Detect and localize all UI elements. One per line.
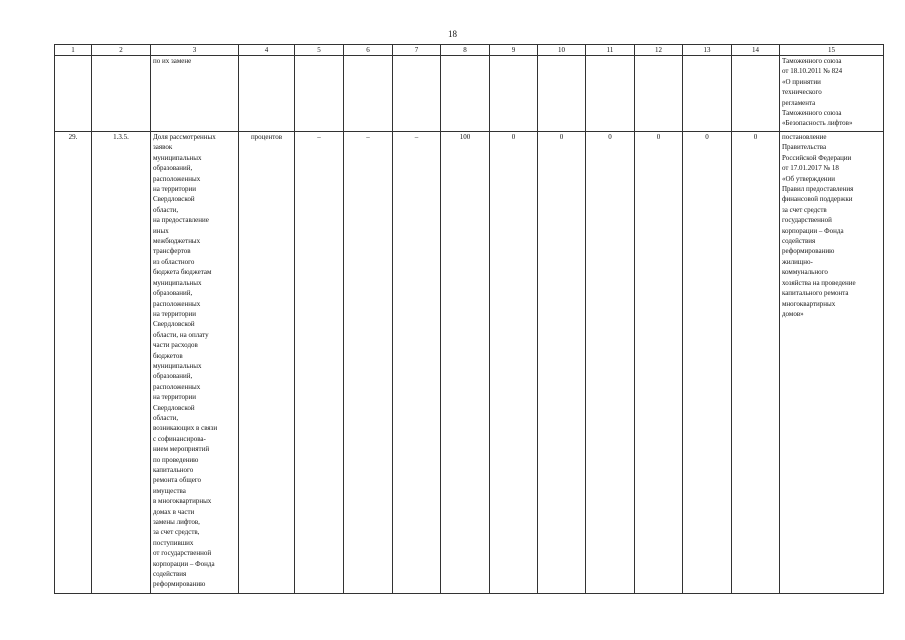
text-line: бюджета бюджетам [153, 268, 212, 277]
text-line: области, на оплату [153, 330, 209, 339]
text-line: многоквартирных [782, 299, 836, 308]
text-line: области, [153, 205, 179, 214]
column-number: 7 [393, 45, 441, 56]
text-line: за счет средств, [153, 528, 200, 537]
text-line: регламента [782, 98, 816, 107]
value-col-14: 0 [732, 132, 780, 594]
column-number: 4 [239, 45, 295, 56]
text-line: на территории [153, 393, 196, 402]
row-number: 29. [55, 132, 92, 594]
text-line: имущества [153, 486, 186, 495]
value-col-5: – [295, 132, 344, 594]
column-number: 3 [151, 45, 239, 56]
table-row-29 [55, 132, 884, 594]
column-number: 10 [538, 45, 586, 56]
text-line: домов» [782, 309, 804, 318]
text-line: «Безопасность лифтов» [782, 119, 853, 128]
text-line: расположенных [153, 382, 201, 391]
text-line: Свердловской [153, 320, 195, 329]
indicator-code: 1.3.5. [92, 132, 151, 594]
column-number: 6 [344, 45, 393, 56]
text-line: области, [153, 413, 179, 422]
column-number: 9 [490, 45, 538, 56]
continuation-description [151, 56, 239, 132]
text-line: реформированию [153, 580, 206, 589]
text-line: финансовой поддержки [782, 195, 853, 204]
value-col-9: 0 [490, 132, 538, 594]
text-line: бюджетов [153, 351, 183, 360]
text-line: корпорации – Фонда [782, 226, 844, 235]
column-number: 11 [586, 45, 635, 56]
column-number: 12 [635, 45, 683, 56]
text-line: «Об утверждении [782, 174, 836, 183]
text-line: из областного [153, 257, 195, 266]
text-line: трансфертов [153, 247, 191, 256]
text-line: Правил предоставления [782, 185, 854, 194]
text-line: образований, [153, 372, 193, 381]
text-line: образований, [153, 289, 193, 298]
column-number: 14 [732, 45, 780, 56]
text-line: корпорации – Фонда [153, 559, 215, 568]
text-line: государственной [782, 216, 832, 225]
text-line: за счет средств [782, 205, 827, 214]
text-line: на территории [153, 309, 196, 318]
text-line: части расходов [153, 341, 198, 350]
text-line: Таможенного союза [782, 57, 842, 65]
column-number: 8 [441, 45, 490, 56]
column-number: 13 [683, 45, 732, 56]
text-line: образований, [153, 164, 193, 173]
text-line: расположенных [153, 299, 201, 308]
text-line: на предоставление [153, 216, 209, 225]
text-line: расположенных [153, 174, 201, 183]
text-line: реформированию [782, 247, 835, 256]
text-line: от государственной [153, 549, 212, 558]
source-document [780, 132, 884, 594]
column-number: 1 [55, 45, 92, 56]
text-line: хозяйства на проведение [782, 278, 856, 287]
value-col-12: 0 [635, 132, 683, 594]
text-line: жилищно- [782, 257, 813, 266]
text-line: на территории [153, 185, 196, 194]
value-col-8: 100 [441, 132, 490, 594]
value-col-6: – [344, 132, 393, 594]
text-line: муниципальных [153, 278, 202, 287]
text-line: «О принятии [782, 77, 821, 86]
page-number: 18 [448, 29, 457, 39]
text-line: в многоквартирных [153, 497, 212, 506]
text-line: муниципальных [153, 153, 202, 162]
text-line: содействия [782, 237, 816, 246]
text-line: заявок [153, 143, 173, 152]
indicator-description [151, 132, 239, 594]
text-line: межбюджетных [153, 237, 201, 246]
text-line: Таможенного союза [782, 109, 842, 118]
text-line: технического [782, 88, 822, 97]
text-line: поступивших [153, 538, 194, 547]
text-line: Свердловской [153, 403, 195, 412]
text-line: ремонта общего [153, 476, 202, 485]
text-line: иных [153, 226, 169, 235]
text-line: домах в части [153, 507, 195, 516]
column-number: 15 [780, 45, 884, 56]
text-line: с софинансирова- [153, 434, 206, 443]
text-line: нием мероприятий [153, 445, 210, 454]
text-line: возникающих в связи [153, 424, 218, 433]
text-line: коммунального [782, 268, 828, 277]
continuation-source [780, 56, 884, 132]
column-number-row [55, 45, 884, 56]
continuation-row [55, 56, 884, 132]
text-line: Российской Федерации [782, 153, 852, 162]
text-line: постановление [782, 133, 827, 141]
text-line: по их замене [153, 57, 192, 65]
text-line: от 17.01.2017 № 18 [782, 164, 839, 173]
text-line: от 18.10.2011 № 824 [782, 67, 843, 76]
text-line: Доля рассмотренных [153, 133, 216, 141]
indicators-table [54, 44, 884, 594]
text-line: капитального [153, 466, 194, 474]
text-line: капитального ремонта [782, 289, 849, 298]
value-col-7: – [393, 132, 441, 594]
value-col-10: 0 [538, 132, 586, 594]
text-line: по проведению [153, 455, 199, 464]
text-line: Правительства [782, 143, 827, 152]
text-line: содействия [153, 570, 187, 579]
text-line: замены лифтов, [153, 518, 200, 527]
column-number: 5 [295, 45, 344, 56]
value-col-11: 0 [586, 132, 635, 594]
text-line: Свердловской [153, 195, 195, 204]
value-col-13: 0 [683, 132, 732, 594]
unit-of-measure: процентов [239, 132, 295, 594]
column-number: 2 [92, 45, 151, 56]
text-line: муниципальных [153, 361, 202, 370]
